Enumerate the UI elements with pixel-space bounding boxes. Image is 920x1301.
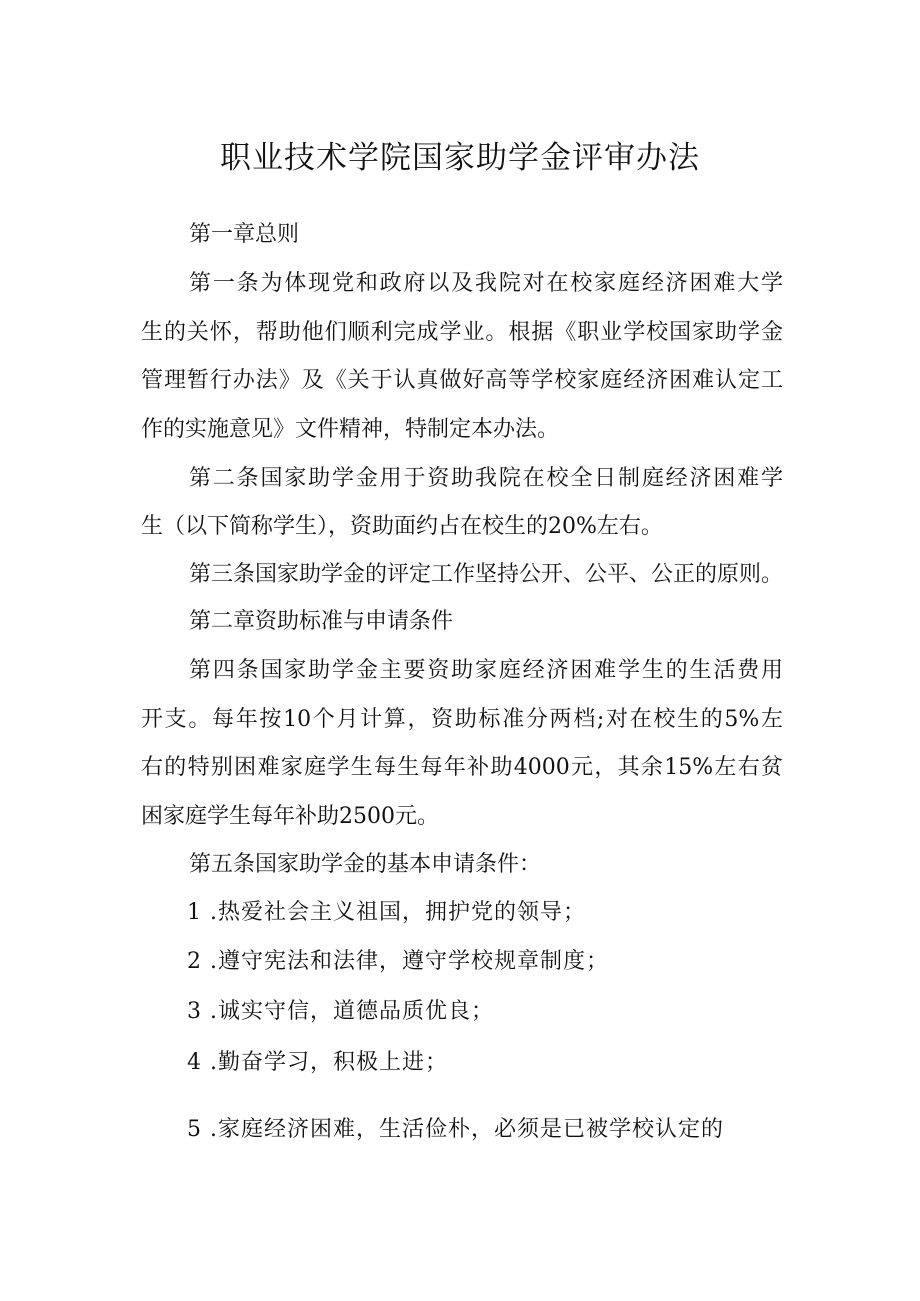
list-item: 4 .勤奋学习，积极上进； (187, 1050, 448, 1075)
paragraph-line: 第五条国家助学金的基本申请条件： (189, 852, 542, 877)
paragraph-line: 第一条为体现党和政府以及我院对在校家庭经济困难大学 (189, 271, 783, 296)
list-item: 5 .家庭经济困难，生活俭朴，必须是已被学校认定的 (187, 1117, 724, 1142)
list-item: 2 .遵守宪法和法律，遵守学校规章制度； (187, 949, 609, 974)
paragraph-line: 困家庭学生每年补助2500元。 (141, 804, 439, 829)
list-item: 1 .热爱社会主义祖国，拥护党的领导； (187, 900, 586, 925)
paragraph-line: 作的实施意见》文件精神，特制定本办法。 (141, 417, 560, 442)
chapter-heading-1: 第一章总则 (189, 222, 300, 247)
paragraph-line: 生的关怀，帮助他们顺利完成学业。根据《职业学校国家助学金 (141, 320, 783, 345)
list-item: 3 .诚实守信，道德品质优良； (187, 999, 494, 1024)
paragraph-line: 右的特别困难家庭学生每生每年补助4000元，其余15%左右贫 (141, 755, 783, 780)
paragraph-line: 生（以下简称学生），资助面约占在校生的20%左右。 (141, 514, 663, 539)
paragraph-line: 第三条国家助学金的评定工作坚持公开、公平、公正的原则。 (189, 562, 784, 587)
document-title: 职业技术学院国家助学金评审办法 (220, 140, 700, 176)
paragraph-line: 管理暂行办法》及《关于认真做好高等学校家庭经济困难认定工 (141, 368, 783, 393)
paragraph-line: 开支。每年按10个月计算，资助标准分两档;对在校生的5%左 (141, 707, 783, 732)
paragraph-line: 第四条国家助学金主要资助家庭经济困难学生的生活费用 (189, 658, 783, 683)
chapter-heading-2: 第二章资助标准与申请条件 (189, 609, 454, 634)
paragraph-line: 第二条国家助学金用于资助我院在校全日制庭经济困难学 (189, 466, 783, 491)
